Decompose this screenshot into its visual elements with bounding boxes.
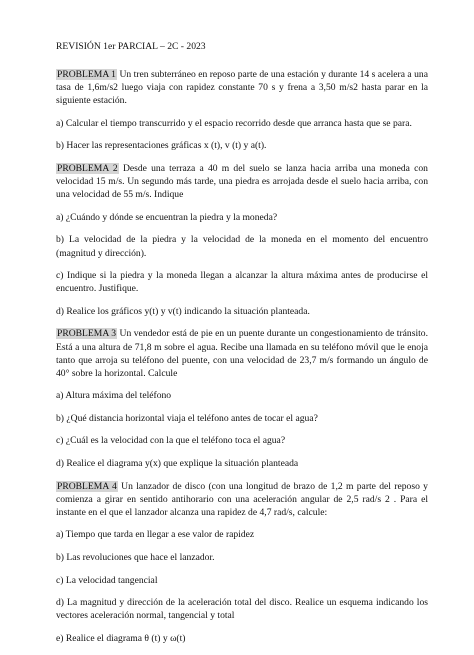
problem-4-text: Un lanzador de disco (con una longitud de brazo de 1,2 m parte del reposo y comienza a girar en sentido antihorario con una aceleración angular de 2,5 rad/s 2 . Para el instante en el que el lanzador alcanza una rapidez de 4,7 rad/s, calcule:	[56, 480, 428, 518]
problem-4-item-c: c) La velocidad tangencial	[56, 574, 158, 586]
problem-2-item-a: a) ¿Cuándo y dónde se encuentran la piedra y la moneda?	[56, 211, 278, 223]
problem-2-text: Desde una terraza a 40 m del suelo se lanza hacia arriba una moneda con velocidad 15 m/s. Un segundo más tarde, una piedra es arrojada desde el suelo hacia arriba, con una velocidad de 55 m/s. Indique	[56, 163, 428, 201]
problem-1-statement	[56, 68, 428, 107]
problem-1-item-b: b) Hacer las representaciones gráficas x (t), v (t) y a(t).	[56, 140, 267, 152]
problem-4-item-a: a) Tiempo que tarda en llegar a ese valor de rapidez	[56, 529, 255, 541]
document-title: REVISIÓN 1er PARCIAL – 2C - 2023	[56, 41, 206, 52]
problem-2-item-c: c) Indique si la piedra y la moneda llegan a alcanzar la altura máxima antes de producirse el encuentro. Justifique.	[56, 270, 428, 295]
problem-4-statement	[56, 480, 428, 519]
problem-3-item-b: b) ¿Qué distancia horizontal viaja el teléfono antes de tocar el agua?	[56, 412, 318, 424]
problem-4-item-d: d) La magnitud y dirección de la aceleración total del disco. Realice un esquema indicando los vectores aceleración normal, tangencial y total	[56, 597, 428, 622]
problem-1-text: Un tren subterráneo en reposo parte de una estación y durante 14 s acelera a una tasa de 1,6m/s2 luego viaja con rapidez constante 70 s y frena a 3,50 m/s2 hasta parar en la siguiente estación.	[56, 69, 428, 107]
problem-2-label: PROBLEMA 2	[57, 163, 118, 175]
document-page	[56, 40, 428, 655]
problem-1-label: PROBLEMA 1	[57, 69, 116, 81]
problem-3-item-c: c) ¿Cuál es la velocidad con la que el teléfono toca el agua?	[56, 435, 286, 447]
problem-4-item-b: b) Las revoluciones que hace el lanzador.	[56, 552, 215, 564]
problem-4-item-e: e) Realice el diagrama θ (t) y ω(t)	[56, 632, 186, 644]
problem-3-item-d: d) Realice el diagrama y(x) que explique la situación planteada	[56, 458, 299, 470]
problem-4-label: PROBLEMA 4	[57, 480, 117, 492]
problem-3-item-a: a) Altura máxima del teléfono	[56, 390, 172, 402]
problem-1-item-a: a) Calcular el tiempo transcurrido y el espacio recorrido desde que arranca hasta que se para.	[56, 117, 412, 129]
problem-3-text: Un vendedor está de pie en un puente durante un congestionamiento de tránsito. Está a una altura de 71,8 m sobre el agua. Recibe una llamada en su teléfono móvil que le enoja tanto que arroja su teléfono del puente, con una velocidad de 23,7 m/s formando un ángulo de 40° sobre la horizontal. Calcule	[56, 328, 428, 379]
problem-2-item-d: d) Realice los gráficos y(t) y v(t) indicando la situación planteada.	[56, 305, 310, 317]
problem-2-item-b: b) La velocidad de la piedra y la velocidad de la moneda en el momento del encuentro (magnitud y dirección).	[56, 234, 428, 259]
problem-3-label: PROBLEMA 3	[57, 328, 117, 340]
problem-2-statement	[56, 162, 428, 201]
problem-3-statement	[56, 327, 428, 379]
